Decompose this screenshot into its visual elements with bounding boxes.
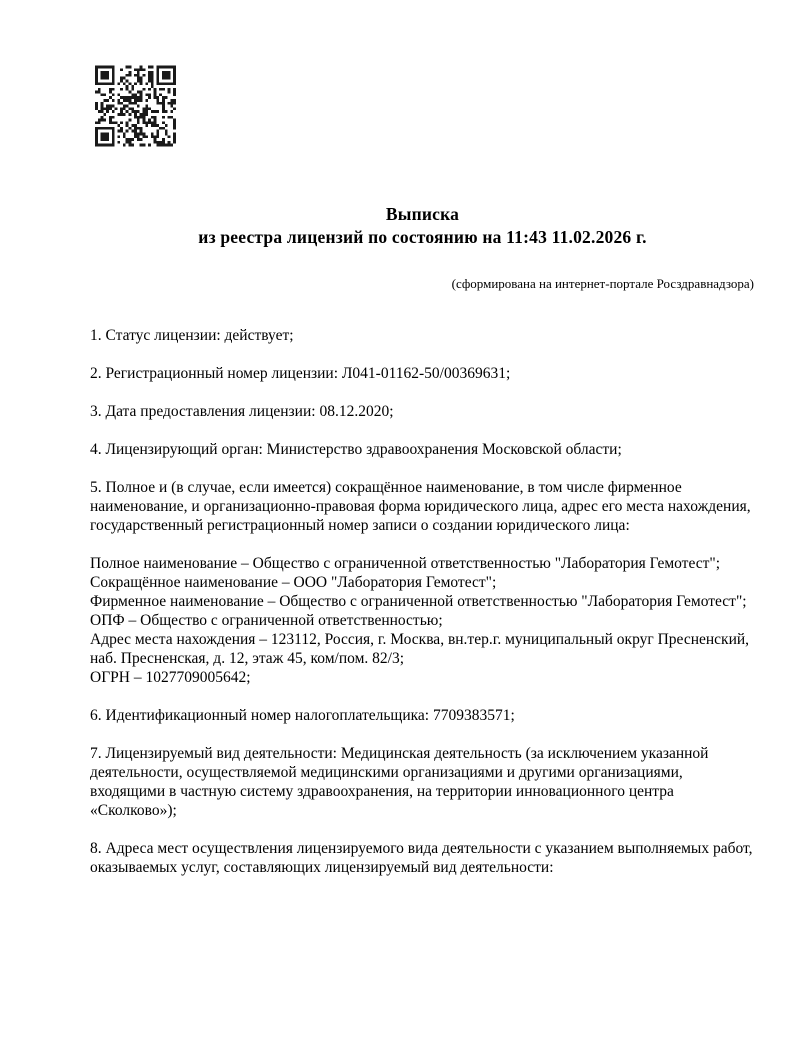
license-item-5-entity-heading: 5. Полное и (в случае, если имеется) сокращённое наименование, в том числе фирменное наименование, и организационно-правовая форма юридического лица, адрес его места нахождения, государственный регистрационный номер записи о создании юридического лица: <box>90 479 751 534</box>
license-item-3-grant-date: 3. Дата предоставления лицензии: 08.12.2020; <box>90 403 394 420</box>
entity-legal-form: ОПФ – Общество с ограниченной ответственностью; <box>90 612 443 629</box>
document-title-line1: Выписка <box>385 204 460 224</box>
entity-ogrn: ОГРН – 1027709005642; <box>90 669 251 686</box>
qr-code-icon <box>95 65 176 147</box>
license-item-6-inn: 6. Идентификационный номер налогоплательщика: 7709383571; <box>90 707 515 724</box>
entity-short-name: Сокращённое наименование – ООО "Лаборатория Гемотест"; <box>90 574 497 591</box>
document-body <box>90 326 756 896</box>
entity-address: Адрес места нахождения – 123112, Россия, г. Москва, вн.тер.г. муниципальный округ Пресненский, наб. Пресненская, д. 12, этаж 45, ком/пом. 82/3; <box>90 631 750 667</box>
license-item-4-licensing-authority: 4. Лицензирующий орган: Министерство здравоохранения Московской области; <box>90 441 622 458</box>
document-title <box>90 203 755 249</box>
document-title-line2: из реестра лицензий по состоянию на 11:43 11.02.2026 г. <box>198 227 647 247</box>
license-item-1-status: 1. Статус лицензии: действует; <box>90 327 294 344</box>
entity-details <box>90 554 756 687</box>
license-item-7-activity-type: 7. Лицензируемый вид деятельности: Медицинская деятельность (за исключением указанной деятельности, осуществляемой медицинскими организациями и другими организациями, входящими в частную систему здравоохранения, на территории инновационного центра «Сколково»); <box>90 745 709 819</box>
entity-full-name: Полное наименование – Общество с ограниченной ответственностью "Лаборатория Гемотест"; <box>90 555 721 572</box>
entity-brand-name: Фирменное наименование – Общество с ограниченной ответственностью "Лаборатория Гемотест"; <box>90 593 747 610</box>
license-item-8-addresses-heading: 8. Адреса мест осуществления лицензируемого вида деятельности с указанием выполняемых работ, оказываемых услуг, составляющих лицензируемый вид деятельности: <box>90 840 753 876</box>
document-subtitle: (сформирована на интернет-портале Росздравнадзора) <box>451 276 754 291</box>
license-item-2-registration-number: 2. Регистрационный номер лицензии: Л041-01162-50/00369631; <box>90 365 511 382</box>
